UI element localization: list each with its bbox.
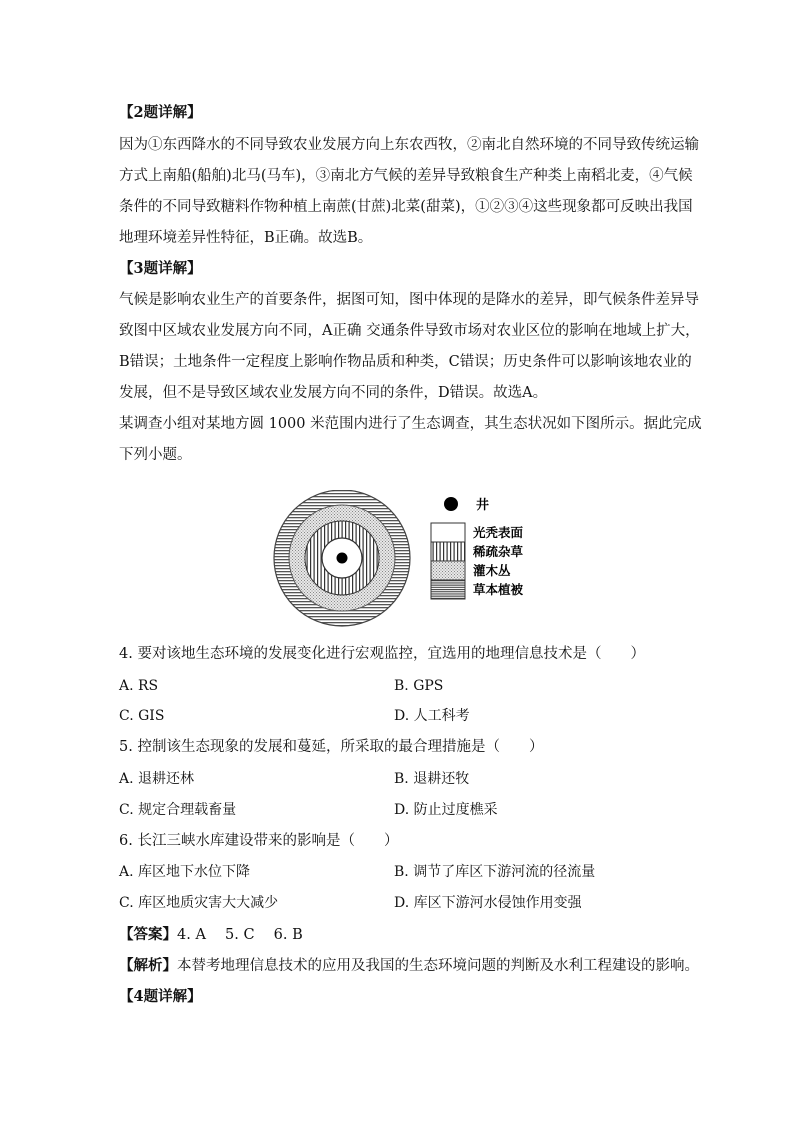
legend-label: 灌木丛 [473,563,511,578]
section-2-line: 因为①东西降水的不同导致农业发展方向上东农西牧，②南北自然环境的不同导致传统运输 [119,137,699,153]
intro-line: 下列小题。 [119,447,192,463]
section-4-heading: 【4题详解】 [119,988,202,1005]
section-2-line: 方式上南船(船舶)北马(马车)，③南北方气候的差异导致粮食生产种类上南稻北麦，④气候 [119,168,693,184]
question-5-option-b[interactable]: B. 退耕还牧 [394,771,470,787]
legend-label: 井 [476,498,490,513]
legend-label: 草本植被 [473,582,524,597]
question-4-option-a[interactable]: A. RS [119,678,159,694]
section-3-line: B错误；土地条件一定程度上影响作物品质和种类，C错误；历史条件可以影响该地农业的 [119,354,692,370]
section-2-line: 条件的不同导致糖料作物种植上南蔗(甘蔗)北菜(甜菜)，①②③④这些现象都可反映出我国 [119,199,693,215]
answer-text: 4. A 5. C 6. B [177,927,303,943]
analysis-label: 【解析】 [119,957,177,974]
legend-label: 光秃表面 [473,525,524,540]
question-5-option-d[interactable]: D. 防止过度樵采 [394,802,498,818]
ecology-diagram [268,490,533,630]
question-4-option-c[interactable]: C. GIS [119,708,165,724]
legend-sparse-swatch [431,542,465,561]
question-6-option-d[interactable]: D. 库区下游河水侵蚀作用变强 [394,895,582,911]
analysis-line [119,956,699,976]
question-6-option-c[interactable]: C. 库区地质灾害大大减少 [119,895,279,911]
question-5-stem: 5. 控制该生态现象的发展和蔓延，所采取的最合理措施是（ ） [119,739,544,755]
question-6-option-a[interactable]: A. 库区地下水位下降 [119,864,251,880]
section-2-line: 地理环境差异性特征，B正确。故选B。 [119,230,373,246]
section-2-heading: 【2题详解】 [119,104,202,121]
answer-label: 【答案】 [119,926,177,943]
well-marker [337,553,348,564]
question-4-option-d[interactable]: D. 人工科考 [394,708,470,724]
legend-shrub-swatch [431,561,465,580]
question-6-stem: 6. 长江三峡水库建设带来的影响是（ ） [119,833,399,849]
question-5-option-c[interactable]: C. 规定合理载畜量 [119,802,237,818]
ecology-figure [268,490,533,630]
intro-line: 某调查小组对某地方圆 1000 米范围内进行了生态调查，其生态状况如下图所示。据此完成 [119,416,702,432]
section-3-line: 致图中区域农业发展方向不同，A正确 交通条件导致市场对农业区位的影响在地域上扩大， [119,323,700,339]
answer-line [119,925,303,945]
analysis-text: 本替考地理信息技术的应用及我国的生态环境问题的判断及水利工程建设的影响。 [177,958,699,974]
question-6-option-b[interactable]: B. 调节了库区下游河流的径流量 [394,864,596,880]
section-3-line: 气候是影响农业生产的首要条件，据图可知，图中体现的是降水的差异，即气候条件差异导 [119,292,699,308]
legend-well-swatch [444,497,458,511]
question-5-option-a[interactable]: A. 退耕还林 [119,771,195,787]
legend-label: 稀疏杂草 [473,544,524,559]
section-3-heading: 【3题详解】 [119,260,202,277]
legend-herb-swatch [431,580,465,599]
legend-bare-swatch [431,523,465,542]
question-4-option-b[interactable]: B. GPS [394,678,444,694]
question-4-stem: 4. 要对该地生态环境的发展变化进行宏观监控，宜选用的地理信息技术是（ ） [119,646,645,662]
section-3-line: 发展，但不是导致区域农业发展方向不同的条件，D错误。故选A。 [119,385,548,401]
